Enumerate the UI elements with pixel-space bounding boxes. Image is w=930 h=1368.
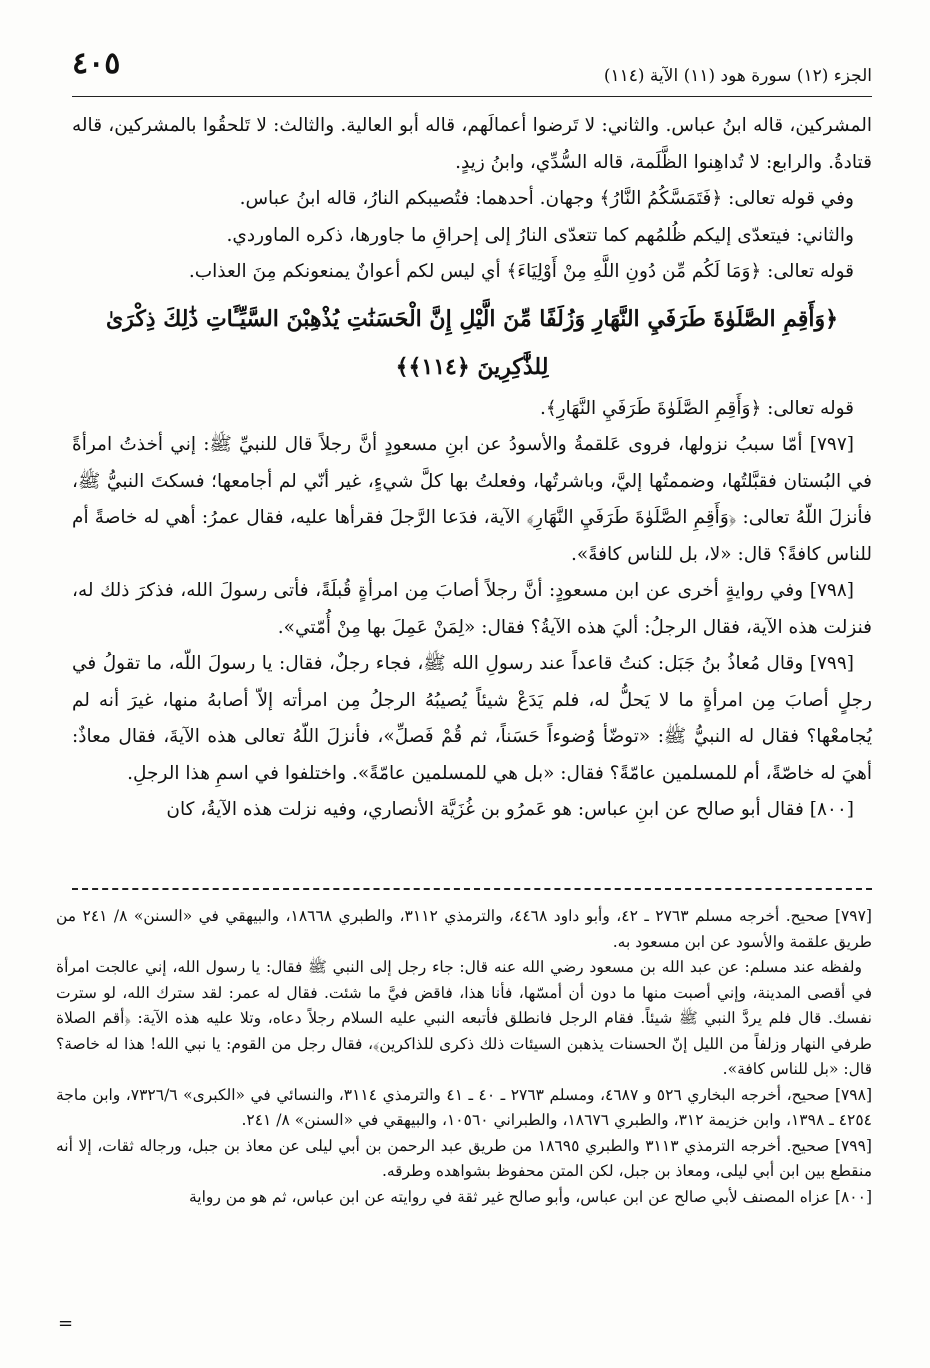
hadith-paragraph: [٧٩٨] وفي روايةٍ أخرى عن ابن مسعودٍ: أنَّ رجلاً أصابَ مِن امرأةٍ قُبلَةً، فأتى رسولَ الله، فذكرَ ذلك له، فنزلت هذه الآية، فقال الرجلُ: أليَ هذه الآيةُ؟ فقال: «لِمَنْ عَمِلَ بها مِنْ أُمّتي». bbox=[72, 580, 872, 638]
hadith-paragraph: [٧٩٩] وقال مُعاذُ بنُ جَبَل: كنتُ قاعداً عند رسولِ الله ﷺ، فجاء رجلٌ، فقال: يا رسولَ اللّه، ما تقولُ في رجلٍ أصابَ مِن امرأةٍ ما لا يَحلُّ له، فلم يَدَعْ شيئاً يُصيبُهُ الرجلُ مِن امرأته إلاّ أصابهُ منها، غيرَ أنه لم يُجامعْها؟ فقال له النبيُّ ﷺ: «توضّأ وُضوءاً حَسَناً، ثم قُمْ فَصلِّ»، فأنزلَ اللّهُ تعالى هذه الآيةَ، فقال معاذٌ: أهيَ له خاصّةً، أم للمسلمين عامّةً؟ فقال: «بل هي للمسلمين عامّةً». واختلفوا في اسمِ هذا الرجلِ. bbox=[72, 653, 872, 784]
main-text bbox=[72, 108, 872, 829]
footnote: [٧٩٩] صحيح. أخرجه الترمذي ٣١١٣ والطبري ١٨٦٩٥ من طريق عبد الرحمن بن أبي ليلى عن معاذ بن جبل، ورجاله ثقات، إلا أنه منقطع بين ابن أبي ليلى، ومعاذ بن جبل، لكن المتن محفوظ بشواهده وطرقه. bbox=[56, 1136, 872, 1180]
hadith-paragraph: [٨٠٠] فقال أبو صالح عن ابنِ عباس: هو عَمرُو بن غُزَيَّة الأنصاري، وفيه نزلت هذه الآيةُ، كان bbox=[166, 799, 854, 820]
page-header bbox=[72, 46, 872, 94]
continuation-mark: = bbox=[58, 1313, 74, 1334]
footnotes bbox=[56, 904, 872, 1210]
footnote: ولفظه عند مسلم: عن عبد الله بن مسعود رضي الله عنه قال: جاء رجل إلى النبي ﷺ فقال: يا رسول الله، إني عالجت امرأة في أقصى المدينة، وإني أصبت منها ما دون أن أمسّها، فأنا هذا، فاقض فيَّ ما شئت. فقال له عمر: لقد سترك الله، لو سترت نفسك. قال فلم يردَّ النبي ﷺ شيئاً. فقام الرجل فانطلق فأتبعه النبي عليه السلام رجلاً دعاه، وتلا عليه هذه الآية: ﴿أقم الصلاة طرفي النهار وزلفاً من الليل إنّ الحسنات يذهبن السيئات ذلك ذكرى للذاكرين﴾، فقال رجل من القوم: يا نبي الله! هذا له خاصة؟ قال: «بل للناس كافة». bbox=[56, 958, 872, 1078]
footnote: [٨٠٠] عزاه المصنف لأبي صالح عن ابن عباس، وأبو صالح غير ثقة في روايته عن ابن عباس، ثم هو من رواية bbox=[188, 1187, 872, 1206]
paragraph: قوله تعالى: ﴿وَأَقِمِ الصَّلَوٰةَ طَرَفَيِ النَّهَارِ﴾. bbox=[540, 397, 854, 419]
paragraph: قوله تعالى: ﴿وَمَا لَكُم مِّن دُونِ اللَّهِ مِنْ أَوْلِيَاءَ﴾ أي ليس لكم أعوانٌ يمنعونكم مِنَ العذاب. bbox=[188, 261, 854, 282]
paragraph: المشركين، قاله ابنُ عباس. والثاني: لا تَرضوا أعمالَهم، قاله أبو العالية. والثالث: لا تَلحقُوا بالمشركين، قاله قتادةُ. والرابع: لا تُداهِنوا الظَّلَمة، قاله السُّدِّي، وابنُ زيدٍ. bbox=[72, 115, 872, 173]
quran-verse: ﴿وَأَقِمِ الصَّلَوٰةَ طَرَفَيِ النَّهَارِ وَزُلَفًا مِّنَ الَّيْلِ إِنَّ الْحَسَنَٰتِ يُذْهِبْنَ السَّيِّـَٔاتِ ذَٰلِكَ ذِكْرَىٰ لِلذَّٰكِرِينَ ﴿١١٤﴾﴾ bbox=[105, 305, 839, 380]
footnote: [٧٩٨] صحيح، أخرجه البخاري ٥٢٦ و ٤٦٨٧، ومسلم ٢٧٦٣ ـ ٤٠ ـ ٤١ والترمذي ٣١١٤، والنسائي في «الكبرى» ٧٣٢٦/٦، وابن ماجة ٤٢٥٤ ـ ١٣٩٨، وابن خزيمة ٣١٢، والطبري ١٨٦٧٦، والطبراني ١٠٥٦٠، والبيهقي في «السنن» ٨/ ٢٤١. bbox=[56, 1085, 873, 1129]
paragraph: والثاني: فيتعدّى إليكم ظُلمُهم كما تتعدّى النارُ إلى إحراقِ ما جاورها، ذكره الماوردي. bbox=[226, 224, 854, 246]
footnote-separator bbox=[72, 888, 872, 890]
paragraph: وفي قوله تعالى: ﴿فَتَمَسَّكُمُ النَّارُ﴾ وجهان. أحدهما: فتُصيبكم النارُ، قاله ابنُ عباس. bbox=[239, 188, 854, 209]
hadith-paragraph: [٧٩٧] أمّا سببُ نزولها، فروى عَلقمةُ والأسودُ عن ابنِ مسعودٍ أنَّ رجلاً قال للنبيِّ ﷺ: إني أخذتُ امرأةً في البُستان فقبَّلتُها، وضممتُها إليَّ، وباشرتُها، وفعلتُ بها كلَّ شيءٍ، غير أنّي لم أجامعها؛ فسكتَ النبيُّ ﷺ، فأنزلَ اللّهُ تعالى: ﴿وَأَقِمِ الصَّلَوٰةَ طَرَفَيِ النَّهَارِ﴾ الآية، فدَعا الرَّجلَ فقرأها عليه، فقال عمرُ: أهي له خاصةً أم للناس كافةً؟ قال: «لا، بل للناس كافةً». bbox=[72, 434, 872, 565]
running-title: الجزء (١٢) سورة هود (١١) الآية (١١٤) bbox=[603, 66, 872, 86]
header-rule bbox=[72, 96, 872, 97]
page-number: ٤٠٥ bbox=[72, 46, 121, 81]
footnote: [٧٩٧] صحيح. أخرجه مسلم ٢٧٦٣ ـ ٤٢، وأبو داود ٤٤٦٨، والترمذي ٣١١٢، والطبري ١٨٦٦٨، والبيهقي في «السنن» ٨/ ٢٤١ من طريق علقمة والأسود عن ابن مسعود به. bbox=[56, 907, 872, 951]
